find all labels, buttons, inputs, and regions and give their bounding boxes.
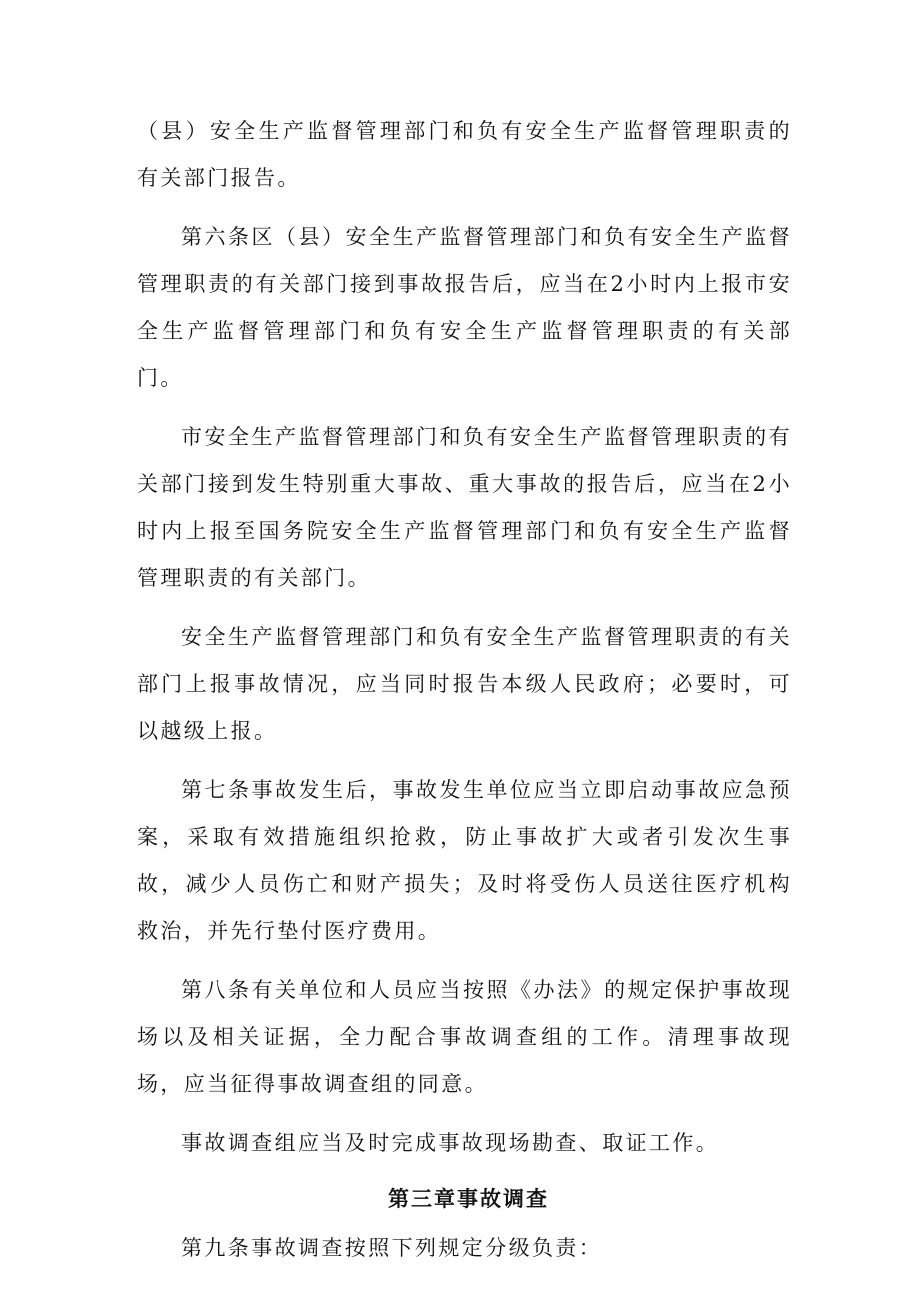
paragraph-article-9: 第九条事故调查按照下列规定分级负责： (181, 1236, 603, 1260)
paragraph-city-report: 市安全生产监督管理部门和负有安全生产监督管理职责的有关部门接到发生特别重大事故、重大事故的报告后，应当在2小时内上报至国务院安全生产监督管理部门和负有安全生产监督管理职责的有关部门。 (137, 425, 792, 590)
paragraph-article-6: 第六条区（县）安全生产监督管理部门和负有安全生产监督管理职责的有关部门接到事故报告后，应当在2小时内上报市安全生产监督管理部门和负有安全生产监督管理职责的有关部门。 (137, 225, 792, 390)
paragraph-article-7: 第七条事故发生后，事故发生单位应当立即启动事故应急预案，采取有效措施组织抢救，防止事故扩大或者引发次生事故，减少人员伤亡和财产损失；及时将受伤人员送往医疗机构救治，并先行垫付医疗费用。 (137, 778, 792, 943)
document-body (137, 108, 792, 1284)
paragraph-continuation: （县）安全生产监督管理部门和负有安全生产监督管理职责的有关部门报告。 (137, 119, 792, 190)
paragraph-investigation-team: 事故调查组应当及时完成事故现场勘查、取证工作。 (181, 1131, 720, 1155)
chapter-heading: 第三章事故调查 (388, 1186, 549, 1211)
paragraph-article-8: 第八条有关单位和人员应当按照《办法》的规定保护事故现场以及相关证据，全力配合事故调查组的工作。清理事故现场，应当征得事故调查组的同意。 (137, 978, 792, 1096)
paragraph-report-government: 安全生产监督管理部门和负有安全生产监督管理职责的有关部门上报事故情况，应当同时报告本级人民政府；必要时，可以越级上报。 (137, 625, 792, 743)
